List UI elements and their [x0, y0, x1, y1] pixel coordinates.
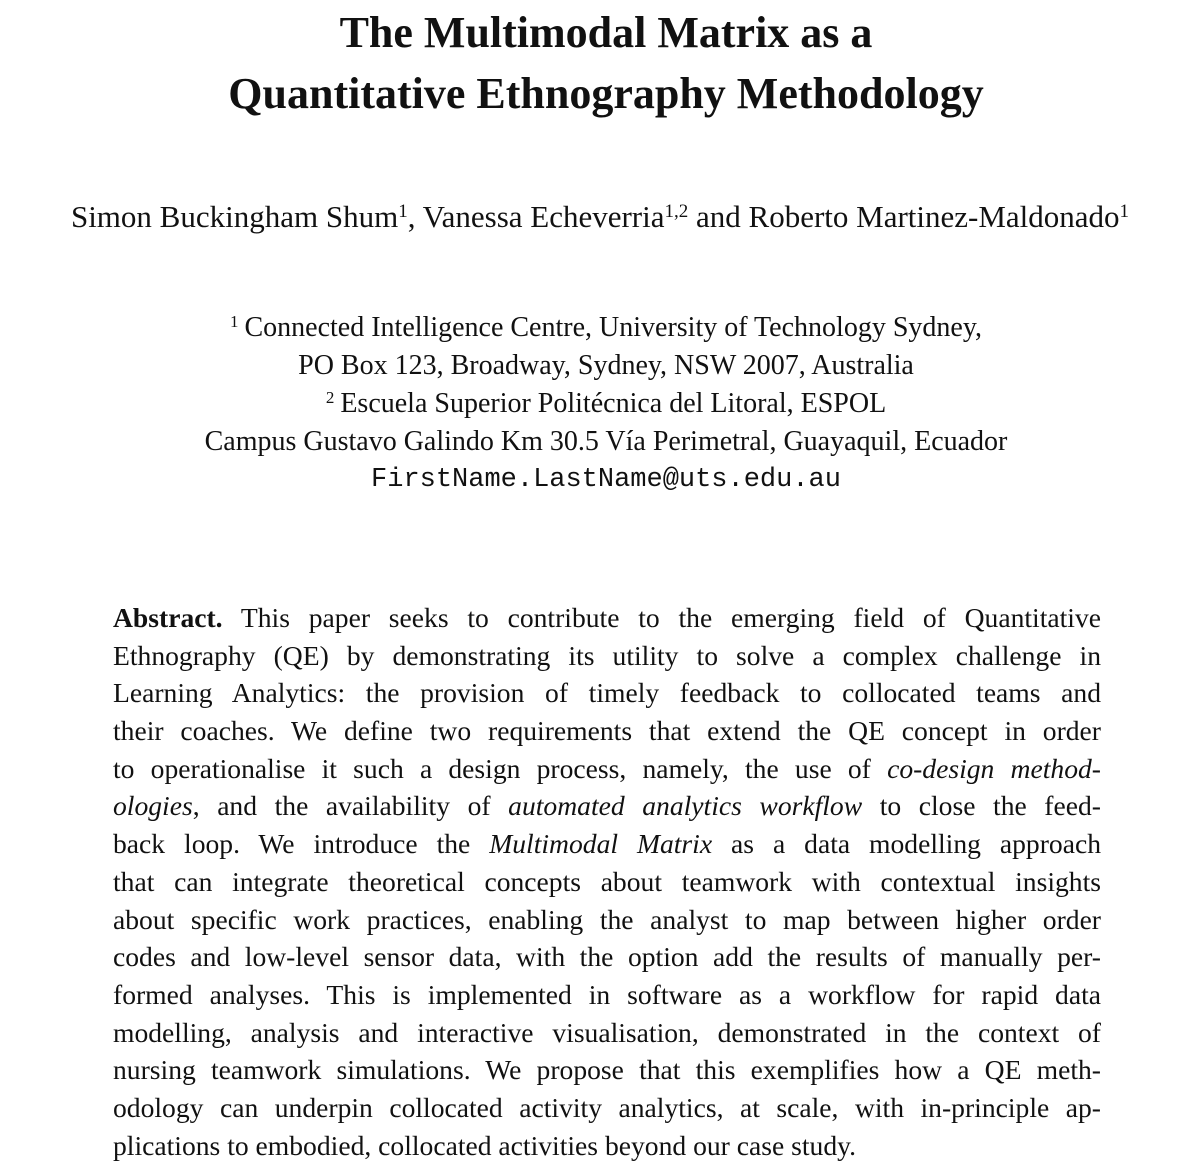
author-list [0, 195, 1200, 239]
title-line-1: The Multimodal Matrix as a [339, 8, 873, 57]
author-separator: and [688, 199, 749, 234]
abstract-text: to close the feed- [879, 790, 1101, 822]
abstract-text: , and the availability of [192, 790, 491, 822]
affiliation-2-line-2: Campus Gustavo Galindo Km 30.5 Vía Perimetral, Guayaquil, Ecuador [204, 426, 1008, 457]
author-name: Roberto Martinez-Maldonado [748, 199, 1120, 234]
emphasis-multimodal-matrix: Multimodal Matrix [489, 828, 713, 860]
abstract-line [113, 599, 1101, 637]
abstract-line: that can integrate theoretical concepts about teamwork with contextual insights [113, 865, 1101, 897]
abstract-text: as a data modelling approach [731, 828, 1101, 860]
emphasis-automated-workflow: automated analytics workflow [508, 790, 863, 822]
abstract-line [113, 750, 1101, 788]
abstract-line: modelling, analysis and interactive visualisation, demonstrated in the context of [113, 1016, 1101, 1048]
abstract-line: Ethnography (QE) by demonstrating its utility to solve a complex challenge in [113, 639, 1101, 671]
author-name: Simon Buckingham Shum [70, 199, 399, 234]
paper-title [0, 2, 1200, 124]
abstract-label: Abstract. [113, 602, 223, 633]
author-affiliation-marker: 1,2 [664, 201, 689, 222]
abstract-line: odology can underpin collocated activity analytics, at scale, with in-principle ap- [113, 1091, 1101, 1123]
contact-email: FirstName.LastName@uts.edu.au [371, 465, 841, 495]
abstract-line: their coaches. We define two requirements that extend the QE concept in order [113, 715, 1101, 747]
title-line-2: Quantitative Ethnography Methodology [228, 69, 984, 118]
abstract-line: formed analyses. This is implemented in software as a workflow for rapid data [113, 978, 1101, 1010]
abstract-line: codes and low-level sensor data, with the option add the results of manually per- [113, 941, 1101, 973]
emphasis-co-design-cont: ologies [113, 790, 193, 822]
abstract-line: Learning Analytics: the provision of timely feedback to collocated teams and [113, 677, 1101, 709]
affiliation-2-text: Escuela Superior Politécnica del Litoral, ESPOL [340, 388, 887, 419]
affiliation-1-line-1 [0, 309, 1200, 347]
abstract-line: about specific work practices, enabling the analyst to map between higher order [113, 903, 1101, 935]
author-separator: , [407, 199, 423, 234]
affiliation-1-line-2: PO Box 123, Broadway, Sydney, NSW 2007, Australia [298, 350, 914, 381]
abstract-text: back loop. We introduce the [113, 828, 471, 860]
affiliation-2-marker: 2 [325, 388, 335, 407]
author-affiliation-marker: 1 [398, 201, 408, 222]
author-name: Vanessa Echeverria [422, 199, 665, 234]
affiliation-2-line-1 [0, 385, 1200, 423]
author-affiliation-marker: 1 [1119, 201, 1130, 222]
emphasis-co-design: co-design method- [887, 752, 1101, 784]
abstract-line: nursing teamwork simulations. We propose that this exemplifies how a QE meth- [113, 1054, 1101, 1086]
abstract [113, 599, 1101, 1164]
affiliation-1-marker: 1 [229, 312, 239, 331]
abstract-line [113, 825, 1101, 863]
affiliation-1-text: Connected Intelligence Centre, University of Technology Sydney, [244, 312, 982, 343]
abstract-text: to operationalise it such a design process, namely, the use of [113, 752, 871, 784]
abstract-line: plications to embodied, collocated activities beyond our case study. [113, 1129, 857, 1161]
abstract-text: This paper seeks to contribute to the emerging field of Quantitative [240, 602, 1101, 633]
abstract-line [113, 787, 1101, 825]
affiliations [0, 309, 1200, 499]
